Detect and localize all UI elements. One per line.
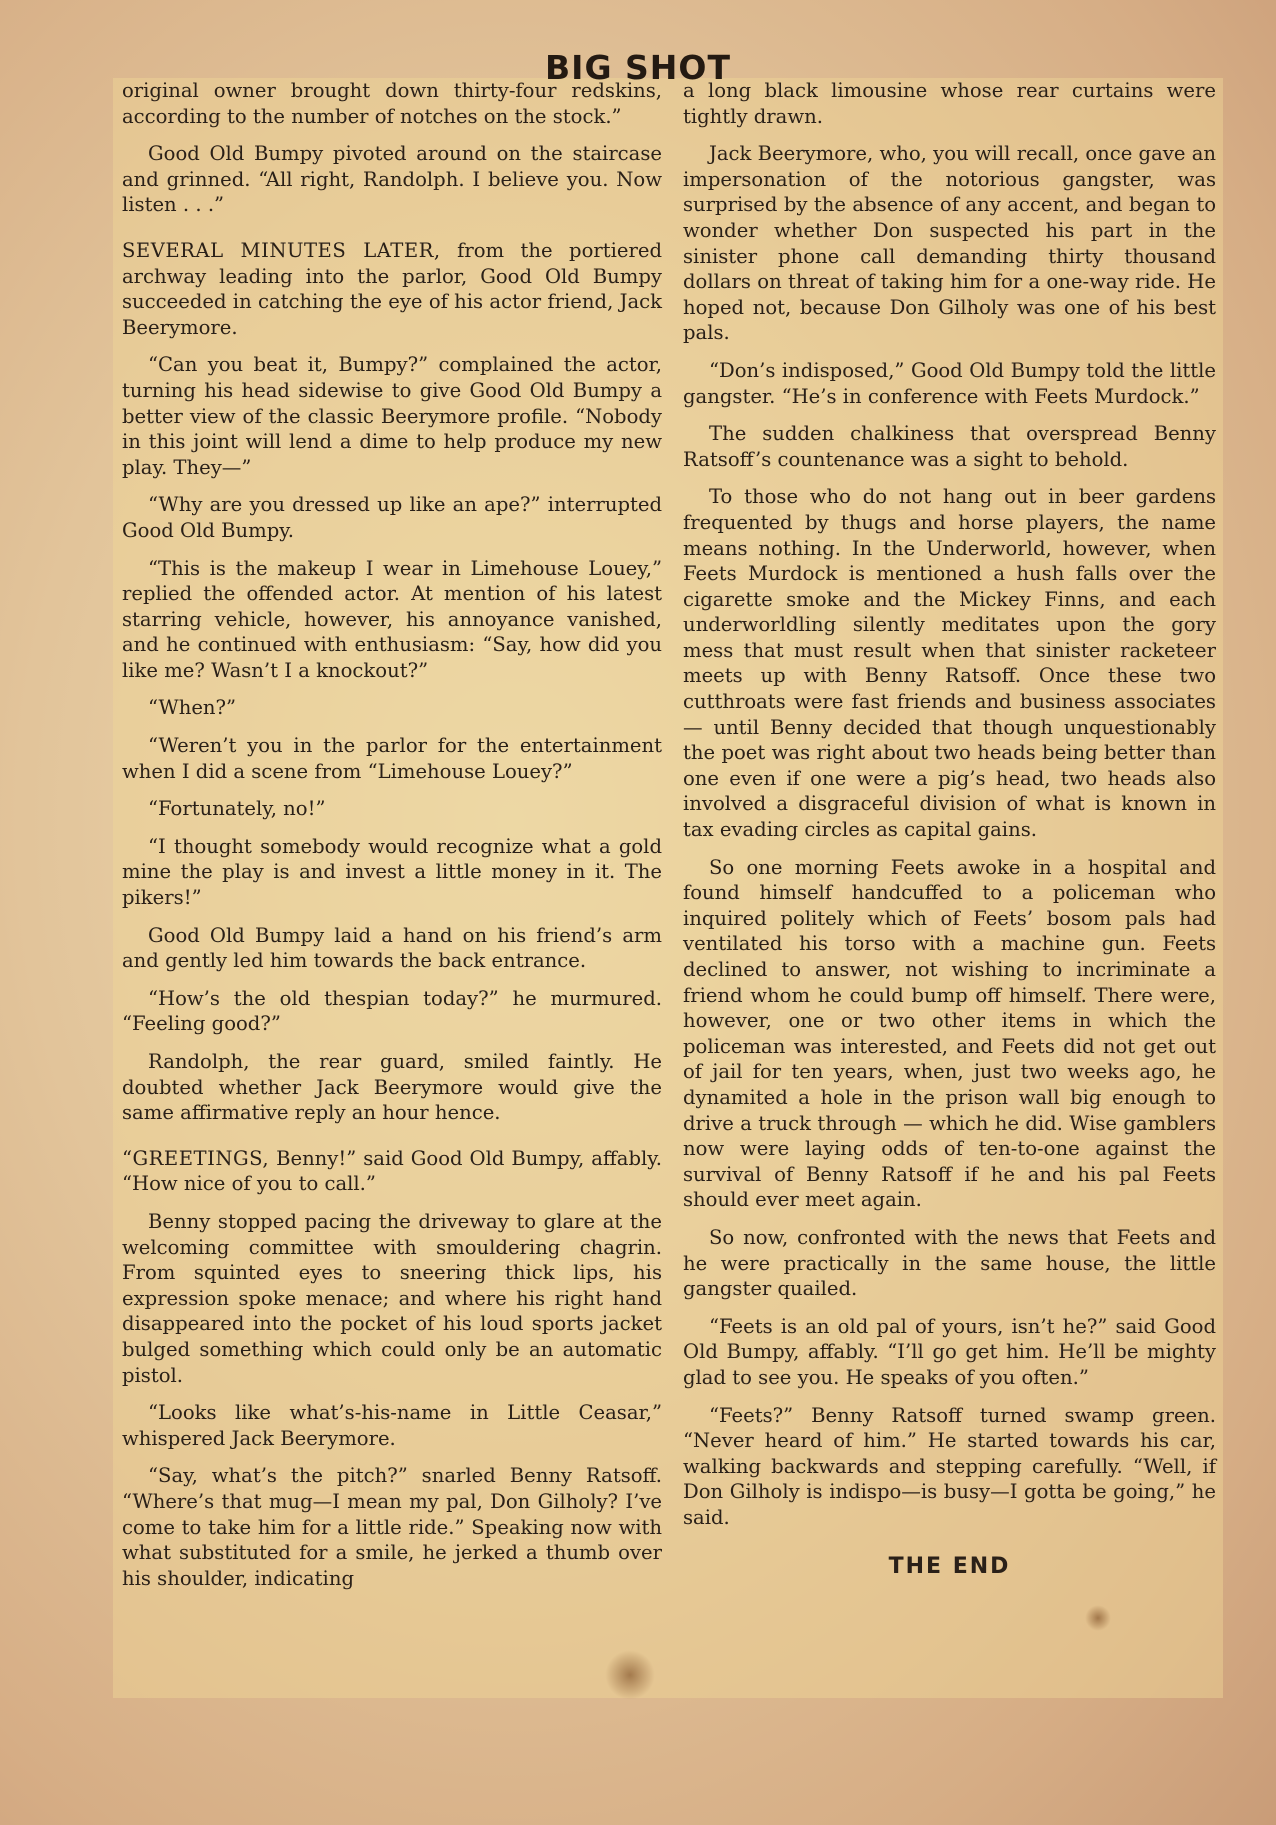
paragraph: [122, 1400, 662, 1451]
paragraph: [683, 1314, 1216, 1391]
right-column: [683, 78, 1216, 1592]
paragraph: [122, 556, 662, 684]
paragraph-text: “Why are you dressed up like an ape?” interrupted Good Old Bumpy.: [122, 493, 662, 542]
paragraph-text: “This is the makeup I wear in Limehouse Louey,” replied the offended actor. At mention of his latest starring vehicle, however, his annoyance vanished, and he continued with enthusiasm: “Say, how did you like me? Wasn’t I a knockout?”: [122, 556, 662, 682]
paragraph: [122, 1049, 662, 1126]
paragraph-text: Benny stopped pacing the driveway to glare at the welcoming committee with smouldering chagrin. From squinted eyes to sneering thick lips, his expression spoke menace; and where his right hand disappeared into the pocket of his loud sports jacket bulged something which could only be an automatic pistol.: [122, 1209, 662, 1387]
paragraph-text: “Can you beat it, Bumpy?” complained the actor, turning his head sidewise to give Good Old Bumpy a better view of the classic Beerymore profile. “Nobody in this joint will lend a dime to help produce my new play. They—”: [122, 353, 662, 479]
section-lead: “GREETINGS,: [122, 1146, 270, 1170]
paragraph-text: Good Old Bumpy pivoted around on the staircase and grinned. “All right, Randolph. I believe you. Now listen . . .”: [122, 142, 662, 217]
paragraph: [122, 834, 662, 911]
paragraph: [683, 358, 1216, 409]
paragraph: [122, 141, 662, 218]
paragraph-text: So one morning Feets awoke in a hospital and found himself handcuffed to a policeman who inquired politely which of Feets’ bosom pals had ventilated his torso with a machine gun. Feets declined to answer, not wishing to incriminate a friend whom he could bump off himself. There were, however, one or two other items in which the policeman was interested, and Feets did not get out of jail for ten years, when, just two weeks ago, he dynamited a hole in the prison wall big enough to drive a truck through — which he did. Wise gamblers now were laying odds of ten-to-one against the survival of Benny Ratsoff if he and his pal Feets should ever meet again.: [683, 855, 1216, 1212]
paragraph: [122, 986, 662, 1037]
left-column: [122, 78, 662, 1603]
paragraph: [122, 1146, 662, 1197]
paragraph: [122, 1209, 662, 1388]
paragraph-text: “Don’s indisposed,” Good Old Bumpy told the little gangster. “He’s in conference with Feets Murdock.”: [683, 358, 1216, 408]
paragraph: [683, 855, 1216, 1213]
paragraph: [122, 78, 662, 129]
paragraph: [122, 492, 662, 543]
paragraph-text: “Looks like what’s-his-name in Little Ceasar,” whispered Jack Beerymore.: [122, 1401, 662, 1450]
paragraph-text: from the portiered archway leading into the parlor, Good Old Bumpy succeeded in catching the eye of his actor friend, Jack Beerymore.: [122, 238, 663, 339]
paragraph: [122, 1463, 662, 1591]
ink-stain: [1085, 1605, 1111, 1631]
section-lead: SEVERAL MINUTES LATER,: [122, 238, 441, 262]
paragraph-text: Good Old Bumpy laid a hand on his friend’s arm and gently led him towards the back entrance.: [122, 923, 662, 973]
paragraph: [122, 923, 662, 974]
paragraph-text: So now, confronted with the news that Feets and he were practically in the same house, the little gangster quailed.: [683, 1225, 1216, 1301]
paragraph: [122, 352, 662, 480]
paragraph: [122, 238, 662, 340]
paragraph: [122, 796, 662, 822]
paragraph: [122, 733, 662, 784]
paragraph-text: To those who do not hang out in beer gardens frequented by thugs and horse players, the name means nothing. In the Underworld, however, when Feets Murdock is mentioned a hush falls over the cigarette smoke and the Mickey Finns, and each underworldling silently meditates upon the gory mess that must result when that sinister racketeer meets up with Benny Ratsoff. Once these two cutthroats were fast friends and business associates — until Benny decided that though unquestionably the poet was right about two heads being better than one even if one were a pig’s head, two heads also involved a disgraceful division of what is known in tax evading circles as capital gains.: [683, 485, 1216, 842]
paragraph-text: “Feets is an old pal of yours, isn’t he?” said Good Old Bumpy, affably. “I’ll go get him. He’ll be mighty glad to see you. He speaks of you often.”: [683, 1314, 1216, 1389]
paragraph-text: “How’s the old thespian today?” he murmured. “Feeling good?”: [122, 986, 662, 1036]
paragraph-text: “I thought somebody would recognize what a gold mine the play is and invest a little money in it. The pikers!”: [122, 834, 662, 910]
paragraph-text: Jack Beerymore, who, you will recall, once gave an impersonation of the notorious gangster, was surprised by the absence of any accent, and began to wonder whether Don suspected his part in the sinister phone call demanding thirty thousand dollars on threat of taking him for a one-way ride. He hoped not, because Don Gilholy was one of his best pals.: [683, 142, 1216, 345]
paragraph-text: The sudden chalkiness that overspread Benny Ratsoff’s countenance was a sight to behold.: [683, 422, 1216, 471]
paragraph-text: original owner brought down thirty-four redskins, according to the number of notches on the stock.”: [122, 79, 662, 128]
paragraph-text: “Say, what’s the pitch?” snarled Benny Ratsoff. “Where’s that mug—I mean my pal, Don Gilholy? I’ve come to take him for a little ride.” Speaking now with what substituted for a smile, he jerked a thumb over his shoulder, indicating: [122, 1464, 662, 1590]
paragraph: [683, 141, 1216, 346]
paragraph: [683, 484, 1216, 842]
paragraph-text: Benny!” said Good Old Bumpy, affably. “How nice of you to call.”: [122, 1146, 662, 1196]
paragraph: [683, 421, 1216, 472]
paragraph: [683, 78, 1216, 129]
paragraph-text: “When?”: [148, 696, 237, 720]
paragraph-text: a long black limousine whose rear curtains were tightly drawn.: [683, 79, 1216, 128]
page-header: BIG SHOT: [545, 48, 731, 87]
paragraph: [683, 1403, 1216, 1531]
the-end-label: THE END: [888, 1554, 1011, 1580]
paragraph: [683, 1225, 1216, 1302]
paragraph: [122, 695, 662, 721]
ink-stain: [605, 1650, 655, 1700]
paragraph-text: “Weren’t you in the parlor for the entertainment when I did a scene from “Limehouse Louey?”: [122, 734, 662, 783]
paragraph-text: “Fortunately, no!”: [148, 797, 326, 821]
paragraph-text: “Feets?” Benny Ratsoff turned swamp green. “Never heard of him.” He started towards his car, walking backwards and stepping carefully. “Well, if Don Gilholy is indispo—is busy—I gotta be going,” he said.: [683, 1403, 1216, 1529]
paragraph-text: Randolph, the rear guard, smiled faintly. He doubted whether Jack Beerymore would give the same affirmative reply an hour hence.: [122, 1050, 662, 1125]
